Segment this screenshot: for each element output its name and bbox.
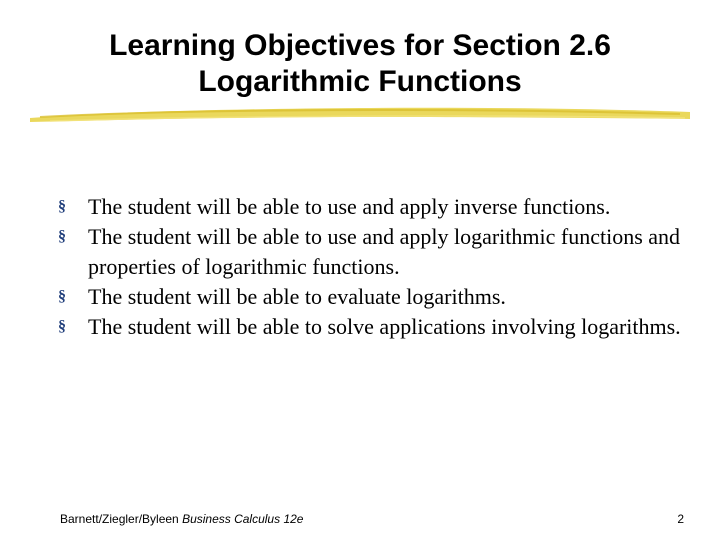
- list-item: [58, 282, 698, 312]
- list-item: [58, 312, 698, 342]
- bullet-text: The student will be able to use and apply logarithmic functions and properties of logarithmic functions.: [88, 224, 681, 279]
- footer-book-title: Business Calculus 12e: [182, 512, 304, 526]
- title-underline-stroke: [30, 100, 690, 130]
- bullet-text: The student will be able to evaluate logarithms.: [88, 284, 506, 309]
- list-item: [58, 192, 698, 222]
- footer-authors: Barnett/Ziegler/Byleen: [60, 512, 183, 526]
- square-bullet-icon: §: [58, 198, 66, 215]
- bullet-text: The student will be able to solve applications involving logarithms.: [88, 314, 681, 339]
- footer-credit: [60, 512, 303, 526]
- square-bullet-icon: §: [58, 228, 66, 245]
- objectives-list: [58, 192, 698, 342]
- title-line-2: Logarithmic Functions: [198, 65, 522, 98]
- page-number: 2: [677, 512, 684, 526]
- bullet-text: The student will be able to use and apply inverse functions.: [88, 194, 611, 219]
- title-line-1: Learning Objectives for Section 2.6: [109, 29, 611, 62]
- square-bullet-icon: §: [58, 318, 66, 335]
- slide-title: [20, 28, 700, 100]
- list-item: [58, 222, 698, 282]
- square-bullet-icon: §: [58, 288, 66, 305]
